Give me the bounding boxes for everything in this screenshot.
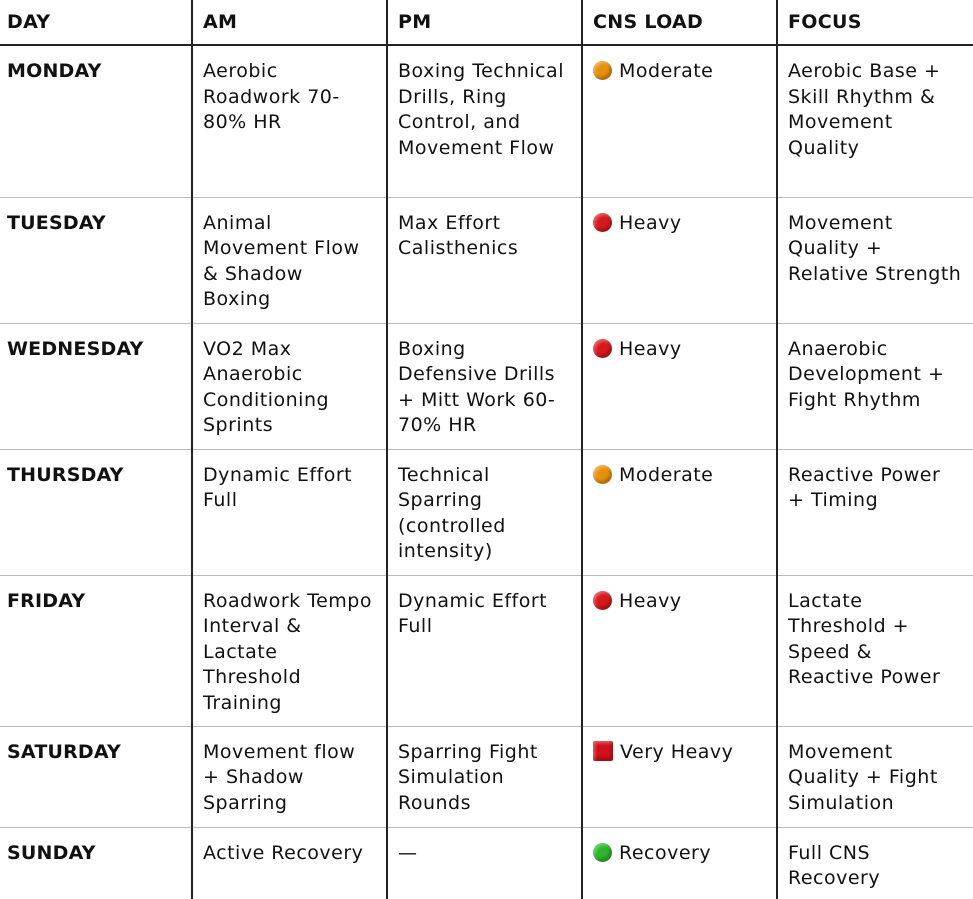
cns-load-cell	[582, 726, 777, 827]
cns-load-cell	[582, 449, 777, 575]
red-circle-icon	[593, 213, 612, 232]
pm-cell: Boxing Defensive Drills + Mitt Work 60-70% HR	[387, 323, 582, 449]
focus-cell: Movement Quality + Relative Strength	[777, 197, 973, 323]
cns-load-label: Recovery	[619, 841, 712, 864]
header-am: AM	[192, 0, 387, 45]
table-row	[0, 827, 973, 899]
table-row	[0, 575, 973, 726]
cns-load-cell	[582, 575, 777, 726]
cns-load-label: Heavy	[619, 337, 682, 360]
header-focus: FOCUS	[777, 0, 973, 45]
focus-cell: Lactate Threshold + Speed & Reactive Power	[777, 575, 973, 726]
table-row	[0, 197, 973, 323]
cns-load-label: Heavy	[619, 589, 682, 612]
orange-circle-icon	[593, 61, 612, 80]
pm-cell: Boxing Technical Drills, Ring Control, and Movement Flow	[387, 45, 582, 197]
pm-cell: Dynamic Effort Full	[387, 575, 582, 726]
day-cell: THURSDAY	[0, 449, 192, 575]
am-cell: Aerobic Roadwork 70-80% HR	[192, 45, 387, 197]
cns-load-cell	[582, 197, 777, 323]
pm-cell: Sparring Fight Simulation Rounds	[387, 726, 582, 827]
table-row	[0, 323, 973, 449]
am-cell: Active Recovery	[192, 827, 387, 899]
day-cell: SATURDAY	[0, 726, 192, 827]
header-row	[0, 0, 973, 45]
am-cell: Animal Movement Flow & Shadow Boxing	[192, 197, 387, 323]
am-cell: Dynamic Effort Full	[192, 449, 387, 575]
table-row	[0, 449, 973, 575]
am-cell: Movement flow + Shadow Sparring	[192, 726, 387, 827]
cns-load-cell	[582, 827, 777, 899]
header-day: DAY	[0, 0, 192, 45]
green-circle-icon	[593, 843, 612, 862]
red-circle-icon	[593, 339, 612, 358]
red-circle-icon	[593, 591, 612, 610]
cns-load-label: Moderate	[619, 60, 714, 82]
day-cell: MONDAY	[0, 45, 192, 197]
pm-cell: Max Effort Calisthenics	[387, 197, 582, 323]
header-cns-load: CNS LOAD	[582, 0, 777, 45]
am-cell: Roadwork Tempo Interval & Lactate Threshold Training	[192, 575, 387, 726]
cns-load-cell	[582, 323, 777, 449]
orange-circle-icon	[593, 465, 612, 484]
focus-cell: Aerobic Base + Skill Rhythm & Movement Quality	[777, 45, 973, 197]
pm-cell: Technical Sparring (controlled intensity)	[387, 449, 582, 575]
day-cell: WEDNESDAY	[0, 323, 192, 449]
focus-cell: Anaerobic Development + Fight Rhythm	[777, 323, 973, 449]
day-cell: FRIDAY	[0, 575, 192, 726]
cns-load-label: Heavy	[619, 211, 682, 234]
focus-cell: Movement Quality + Fight Simulation	[777, 726, 973, 827]
table-row	[0, 726, 973, 827]
focus-cell: Full CNS Recovery	[788, 841, 881, 889]
cns-load-label: Very Heavy	[620, 740, 734, 763]
am-cell: VO2 Max Anaerobic Conditioning Sprints	[192, 323, 387, 449]
day-cell: SUNDAY	[0, 827, 192, 899]
cns-load-cell	[582, 45, 777, 197]
red-square-icon	[593, 741, 613, 761]
table-row	[0, 45, 973, 197]
header-pm: PM	[387, 0, 582, 45]
cns-load-label: Moderate	[619, 463, 714, 486]
focus-cell: Reactive Power + Timing	[777, 449, 973, 575]
day-cell: TUESDAY	[0, 197, 192, 323]
pm-cell: —	[387, 827, 582, 899]
